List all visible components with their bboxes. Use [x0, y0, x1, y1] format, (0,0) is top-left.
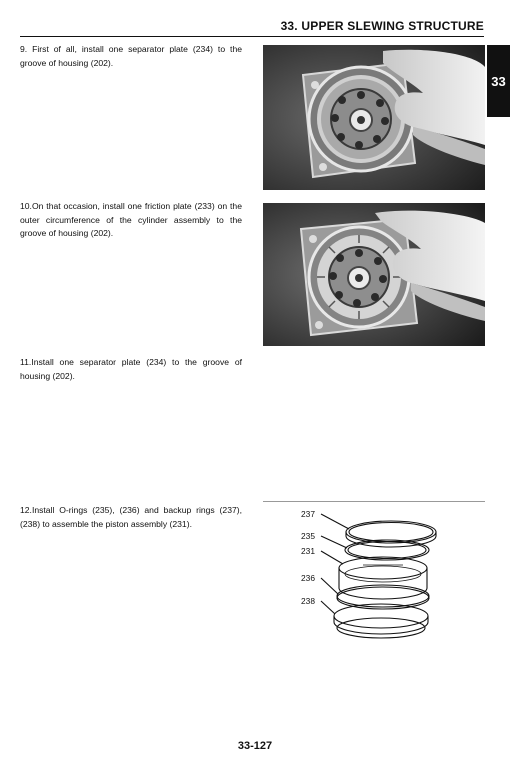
- step-9-text: 9. First of all, install one separator plate (234) to the groove of housing (202).: [20, 44, 242, 68]
- section-tab: 33: [487, 45, 510, 117]
- part-label-237: 237: [301, 509, 315, 519]
- part-label-231: 231: [301, 546, 315, 556]
- step-10-text: 10.On that occasion, install one friction plate (233) on the outer circumference of the cylinder assembly to the groove of housing (202).: [20, 201, 242, 238]
- step-10-photo: [263, 203, 485, 346]
- part-label-235: 235: [301, 531, 315, 541]
- part-label-236: 236: [301, 573, 315, 583]
- header-divider: [20, 36, 484, 37]
- piston-assembly-diagram: [263, 502, 485, 648]
- step-11-text: 11.Install one separator plate (234) to the groove of housing (202).: [20, 357, 242, 381]
- step-9-photo: [263, 45, 485, 190]
- part-label-238: 238: [301, 596, 315, 606]
- step-12-text: 12.Install O-rings (235), (236) and backup rings (237), (238) to assemble the piston assembly (231).: [20, 505, 242, 529]
- page-number: 33-127: [237, 740, 273, 752]
- section-title: 33. UPPER SLEWING STRUCTURE: [280, 19, 484, 33]
